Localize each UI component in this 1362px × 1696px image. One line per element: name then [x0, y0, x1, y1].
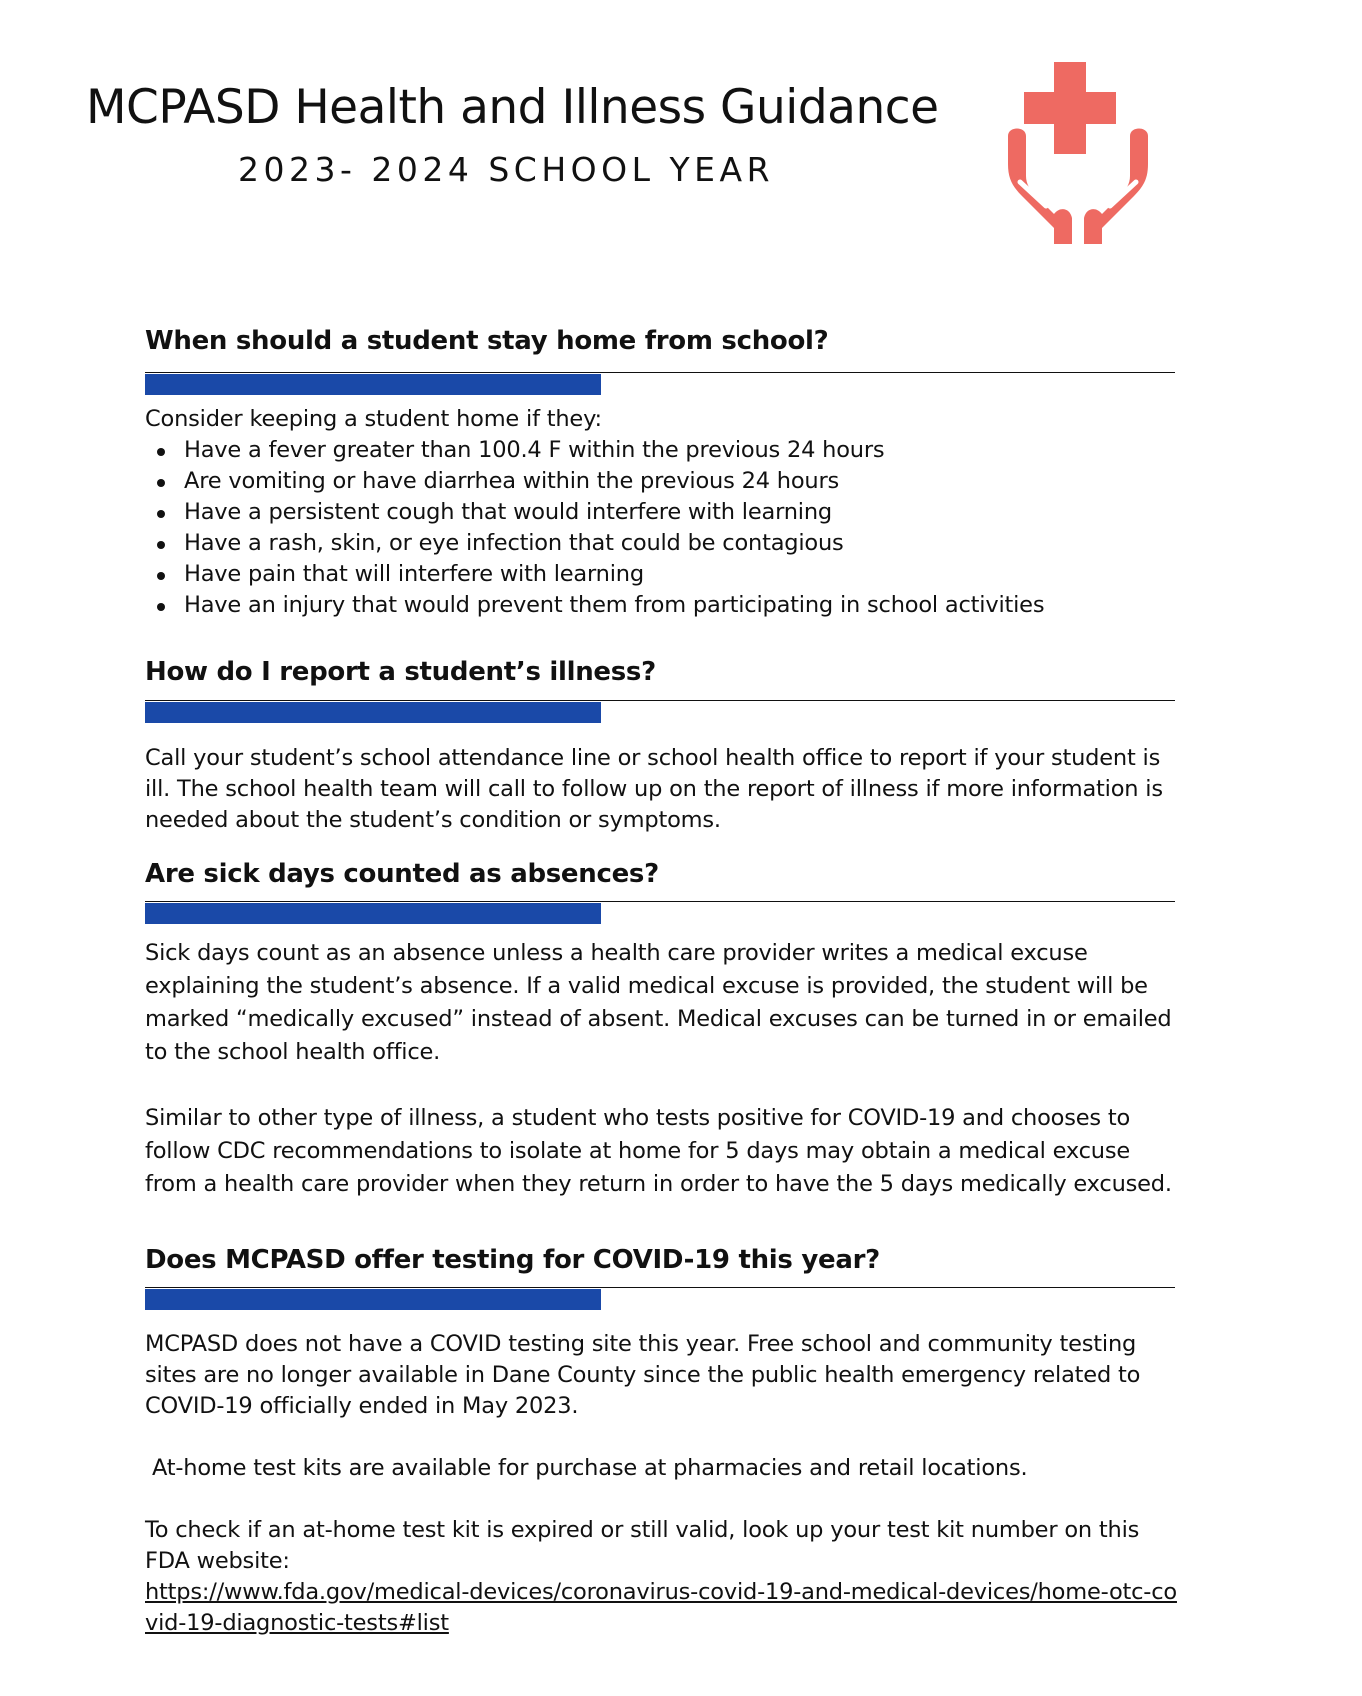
section-paragraph: Call your student’s school attendance line or school health office to report if your student is ill. The school health team will call to follow up on the report of illness if more information is needed about the student’s condition or symptoms. — [145, 745, 1163, 833]
section-paragraph: At-home test kits are available for purchase at pharmacies and retail locations. — [145, 1455, 1028, 1481]
list-item: Are vomiting or have diarrhea within the previous 24 hours — [145, 466, 1185, 497]
accent-bar — [145, 702, 601, 723]
list-item: Have an injury that would prevent them from participating in school activities — [145, 590, 1185, 621]
list-item: Have a persistent cough that would interfere with learning — [145, 497, 1185, 528]
section-stay-home — [145, 324, 1175, 618]
section-paragraph: Similar to other type of illness, a student who tests positive for COVID-19 and chooses to follow CDC recommendations to isolate at home for 5 days may obtain a medical excuse from a health care provider when they return in order to have the 5 days medically excused. — [145, 1105, 1172, 1197]
section-divider — [145, 1287, 1175, 1288]
section-heading: Are sick days counted as absences? — [145, 859, 659, 889]
section-intro: Consider keeping a student home if they: — [145, 406, 602, 432]
page-subtitle: 2023- 2024 SCHOOL YEAR — [238, 150, 774, 189]
accent-bar — [145, 1289, 601, 1310]
cross-icon — [1024, 62, 1116, 154]
accent-bar — [145, 374, 601, 395]
section-paragraph: MCPASD does not have a COVID testing site this year. Free school and community testing sites are no longer available in Dane County since the public health emergency related to COVID-19 officially ended in May 2023. — [145, 1331, 1141, 1419]
list-item: Have pain that will interfere with learning — [145, 559, 1185, 590]
section-paragraph: Sick days count as an absence unless a health care provider writes a medical excuse explaining the student’s absence. If a valid medical excuse is provided, the student will be marked “medically excused” instead of absent. Medical excuses can be turned in or emailed to the school health office. — [145, 940, 1172, 1065]
section-body — [145, 404, 1185, 621]
section-heading: When should a student stay home from school? — [145, 326, 829, 356]
section-body — [145, 937, 1185, 1201]
accent-bar — [145, 903, 601, 924]
list-item: Have a rash, skin, or eye infection that could be contagious — [145, 528, 1185, 559]
section-heading: How do I report a student’s illness? — [145, 657, 656, 687]
section-covid-testing — [145, 1243, 1177, 1636]
symptom-list — [145, 435, 1185, 621]
section-sick-days — [145, 857, 1175, 1197]
right-hand-icon — [1084, 129, 1148, 245]
section-divider — [145, 372, 1175, 373]
page-title: MCPASD Health and Illness Guidance — [86, 80, 939, 135]
section-divider — [145, 700, 1175, 701]
section-body — [145, 1329, 1185, 1639]
medical-cross-hands-icon — [998, 56, 1158, 246]
section-paragraph: To check if an at-home test kit is expired or still valid, look up your test kit number on this FDA website: — [145, 1517, 1140, 1574]
section-report-illness — [145, 655, 1175, 833]
list-item: Have a fever greater than 100.4 F within the previous 24 hours — [145, 435, 1185, 466]
section-divider — [145, 901, 1175, 902]
section-heading: Does MCPASD offer testing for COVID-19 this year? — [145, 1245, 880, 1275]
section-body — [145, 743, 1185, 836]
fda-link[interactable]: https://www.fda.gov/medical-devices/coronavirus-covid-19-and-medical-devices/home-otc-covid-19-diagnostic-tests#list — [145, 1579, 1177, 1636]
